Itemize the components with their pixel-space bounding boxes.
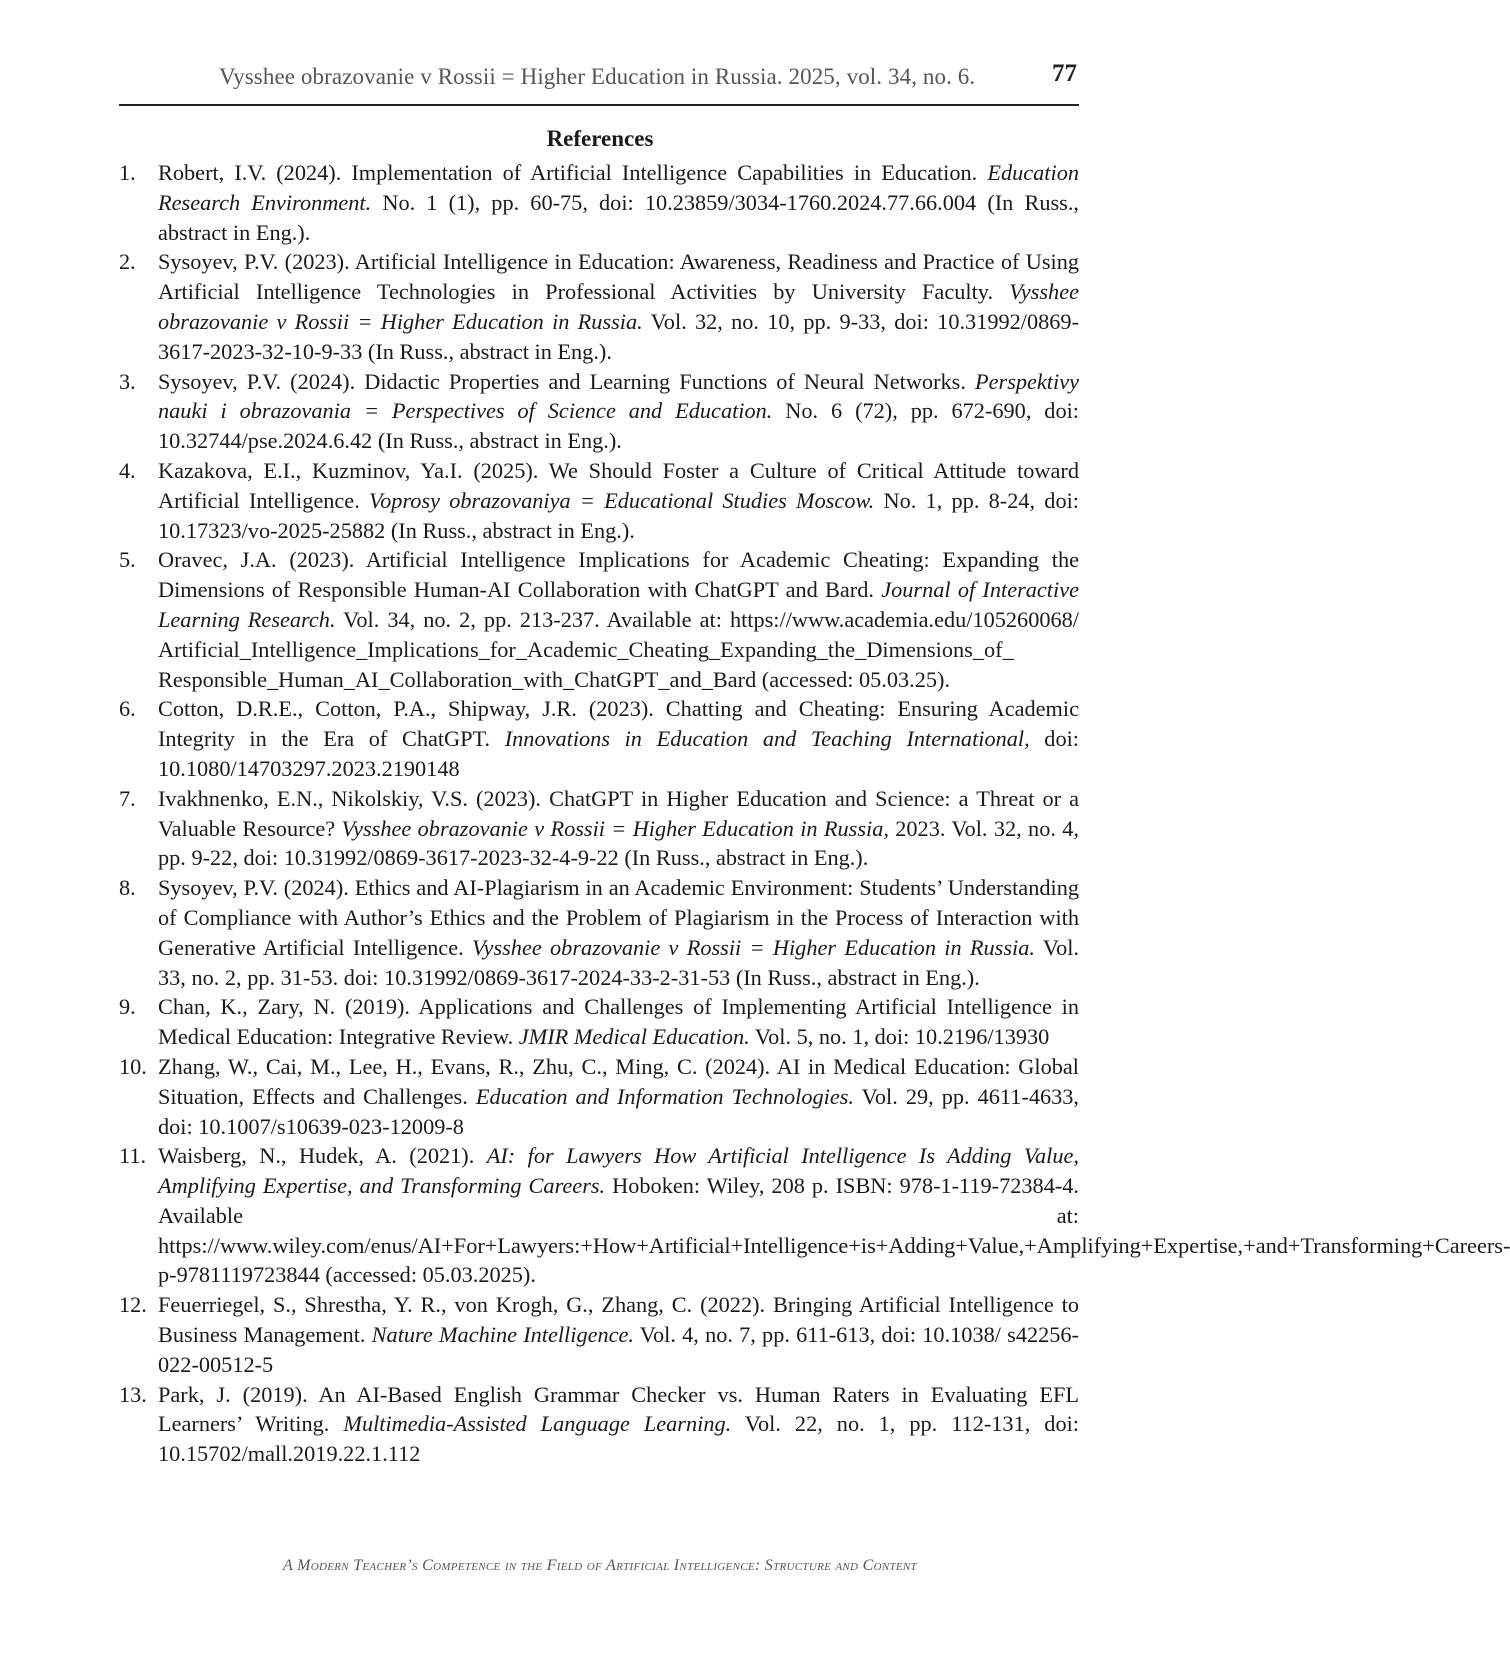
reference-item (119, 367, 1079, 456)
running-header (119, 56, 1079, 106)
reference-item (119, 784, 1079, 873)
reference-details: doi: 10.1080/14703297.2023.2190148 (158, 726, 1079, 781)
reference-number: 10. (119, 1053, 147, 1079)
page-number: 77 (1052, 60, 1077, 87)
reference-item (119, 1380, 1079, 1469)
reference-details: Vol. 34, no. 2, pp. 213-237. Available at: https://www.academia.edu/105260068/ Artificial_Intelligence_Implications_for_Academic_Cheating_Expanding_the_Dimensions_of_ Responsible_Human_AI_Collaboration_with_ChatGPT_and_Bard (accessed: 05.03.25). (158, 606, 1079, 692)
reference-details: No. 1 (1), pp. 60-75, doi: 10.23859/3034-1760.2024.77.66.004 (In Russ., abstract in Eng.). (158, 189, 1079, 245)
reference-item (119, 1141, 1510, 1290)
reference-number: 6. (119, 696, 136, 722)
reference-text: Park, J. (2019). An AI-Based English Grammar Checker vs. Human Raters in Evaluating EFL Learners’ Writing. (158, 1381, 1079, 1437)
reference-text: Robert, I.V. (2024). Implementation of Artificial Intelligence Capabilities in Education. (158, 160, 988, 185)
reference-item (119, 694, 1079, 783)
reference-details: No. 6 (72), pp. 672-690, doi: 10.32744/pse.2024.6.42 (In Russ., abstract in Eng.). (158, 398, 1079, 454)
reference-item (119, 873, 1079, 992)
reference-text: Oravec, J.A. (2023). Artificial Intelligence Implications for Academic Cheating: Expanding the Dimensions of Responsible Human-AI Collaboration with ChatGPT and Bard. (158, 547, 1079, 603)
reference-text: Sysoyev, P.V. (2024). Ethics and AI-Plagiarism in an Academic Environment: Students’ Understanding of Compliance with Author’s Ethics and the Problem of Plagiarism in the Process of Interaction with Generative Artificial Intelligence. (158, 875, 1079, 960)
reference-item (119, 992, 1079, 1052)
reference-text: Cotton, D.R.E., Cotton, P.A., Shipway, J.R. (2023). Chatting and Cheating: Ensuring Academic Integrity in the Era of ChatGPT. (158, 696, 1079, 752)
reference-number: 3. (119, 368, 136, 394)
reference-source: Vysshee obrazovanie v Rossii = Higher Education in Russia, (341, 815, 889, 841)
reference-item (119, 545, 1079, 694)
reference-item (119, 1052, 1079, 1141)
reference-details: Vol. 32, no. 10, pp. 9-33, doi: 10.31992/0869-3617-2023-32-10-9-33 (In Russ., abstract in Eng.). (158, 308, 1079, 364)
reference-number: 5. (119, 547, 136, 573)
reference-number: 4. (119, 457, 136, 483)
reference-number: 13. (119, 1381, 147, 1407)
reference-text: Waisberg, N., Hudek, A. (2021). (158, 1143, 487, 1169)
reference-source: JMIR Medical Education. (518, 1024, 750, 1050)
reference-details: Vol. 29, pp. 4611-4633, doi: 10.1007/s10639-023-12009-8 (158, 1083, 1079, 1139)
reference-text: Zhang, W., Cai, M., Lee, H., Evans, R., Zhu, C., Ming, C. (2024). AI in Medical Education: Global Situation, Effects and Challenges. (158, 1053, 1079, 1109)
reference-number: 7. (119, 785, 136, 811)
reference-text: Sysoyev, P.V. (2024). Didactic Properties and Learning Functions of Neural Networks. (158, 368, 975, 394)
reference-details: Vol. 33, no. 2, pp. 31-53. doi: 10.31992/0869-3617-2024-33-2-31-53 (In Russ., abstract in Eng.). (158, 934, 1079, 990)
reference-text: Chan, K., Zary, N. (2019). Applications and Challenges of Implementing Artificial Intelligence in Medical Education: Integrative Review. (158, 994, 1079, 1050)
reference-details: Vol. 4, no. 7, pp. 611-613, doi: 10.1038/ s42256-022-00512-5 (158, 1322, 1079, 1377)
reference-source: Voprosy obrazovaniya = Educational Studies Moscow. (369, 487, 875, 513)
references-heading: References (546, 126, 654, 151)
reference-source: Multimedia-Assisted Language Learning. (343, 1411, 732, 1437)
running-footer: A Modern Teacher’s Competence in the Field of Artificial Intelligence: Structure and Content (283, 1557, 917, 1574)
reference-details: No. 1, pp. 8-24, doi: 10.17323/vo-2025-25882 (In Russ., abstract in Eng.). (158, 487, 1079, 543)
reference-number: 11. (119, 1143, 147, 1169)
reference-source: Vysshee obrazovanie v Rossii = Higher Education in Russia. (471, 934, 1035, 960)
reference-number: 2. (119, 249, 136, 275)
reference-text: Ivakhnenko, E.N., Nikolskiy, V.S. (2023). ChatGPT in Higher Education and Science: a Threat or a Valuable Resource? (158, 785, 1079, 841)
reference-number: 8. (119, 875, 136, 901)
reference-item (119, 456, 1079, 545)
reference-number: 1. (119, 160, 136, 185)
reference-text: Sysoyev, P.V. (2023). Artificial Intelligence in Education: Awareness, Readiness and Practice of Using Artificial Intelligence Technologies in Professional Activities by University Faculty. (158, 249, 1079, 305)
reference-text: Kazakova, E.I., Kuzminov, Ya.I. (2025). We Should Foster a Culture of Critical Attitude toward Artificial Intelligence. (158, 457, 1079, 513)
references-list (119, 158, 1510, 1469)
reference-number: 9. (119, 994, 136, 1020)
reference-details: Hoboken: Wiley, 208 p. ISBN: 978-1-119-72384-4. Available at: https://www.wiley.com/enus/AI+For+Lawyers:+How+Artificial+Intelligence+is+Adding+Value,+Amplifying+Expertise,+and+Transforming+Careers-p-9781119723844 (accessed: 05.03.2025). (158, 1173, 1510, 1288)
journal-title: Vysshee obrazovanie v Rossii = Higher Education in Russia. 2025, vol. 34, no. 6. (219, 64, 976, 89)
reference-source: Journal of Interactive Learning Research. (158, 577, 1079, 632)
reference-source: Nature Machine Intelligence. (371, 1322, 634, 1348)
reference-number: 12. (119, 1292, 147, 1318)
reference-details: 2023. Vol. 32, no. 4, pp. 9-22, doi: 10.31992/0869-3617-2023-32-4-9-22 (In Russ., abstract in Eng.). (158, 815, 1079, 871)
reference-source: Education Research Environment. (158, 160, 1079, 215)
reference-item (119, 1290, 1079, 1379)
reference-item (119, 158, 1079, 247)
reference-details: Vol. 22, no. 1, pp. 112-131, doi: 10.15702/mall.2019.22.1.112 (158, 1411, 1079, 1467)
reference-details: Vol. 5, no. 1, doi: 10.2196/13930 (749, 1024, 1050, 1050)
reference-source: Perspektivy nauki i obrazovania = Perspectives of Science and Education. (158, 368, 1079, 424)
reference-item (119, 247, 1079, 366)
reference-source: Education and Information Technologies. (475, 1083, 854, 1109)
reference-source: Vysshee obrazovanie v Rossii = Higher Education in Russia. (158, 279, 1079, 334)
reference-source: Innovations in Education and Teaching International, (504, 726, 1030, 752)
reference-source: AI: for Lawyers How Artificial Intelligence Is Adding Value, Amplifying Expertise, and Transforming Careers. (158, 1143, 1079, 1199)
reference-text: Feuerriegel, S., Shrestha, Y. R., von Krogh, G., Zhang, C. (2022). Bringing Artificial Intelligence to Business Management. (158, 1292, 1079, 1348)
